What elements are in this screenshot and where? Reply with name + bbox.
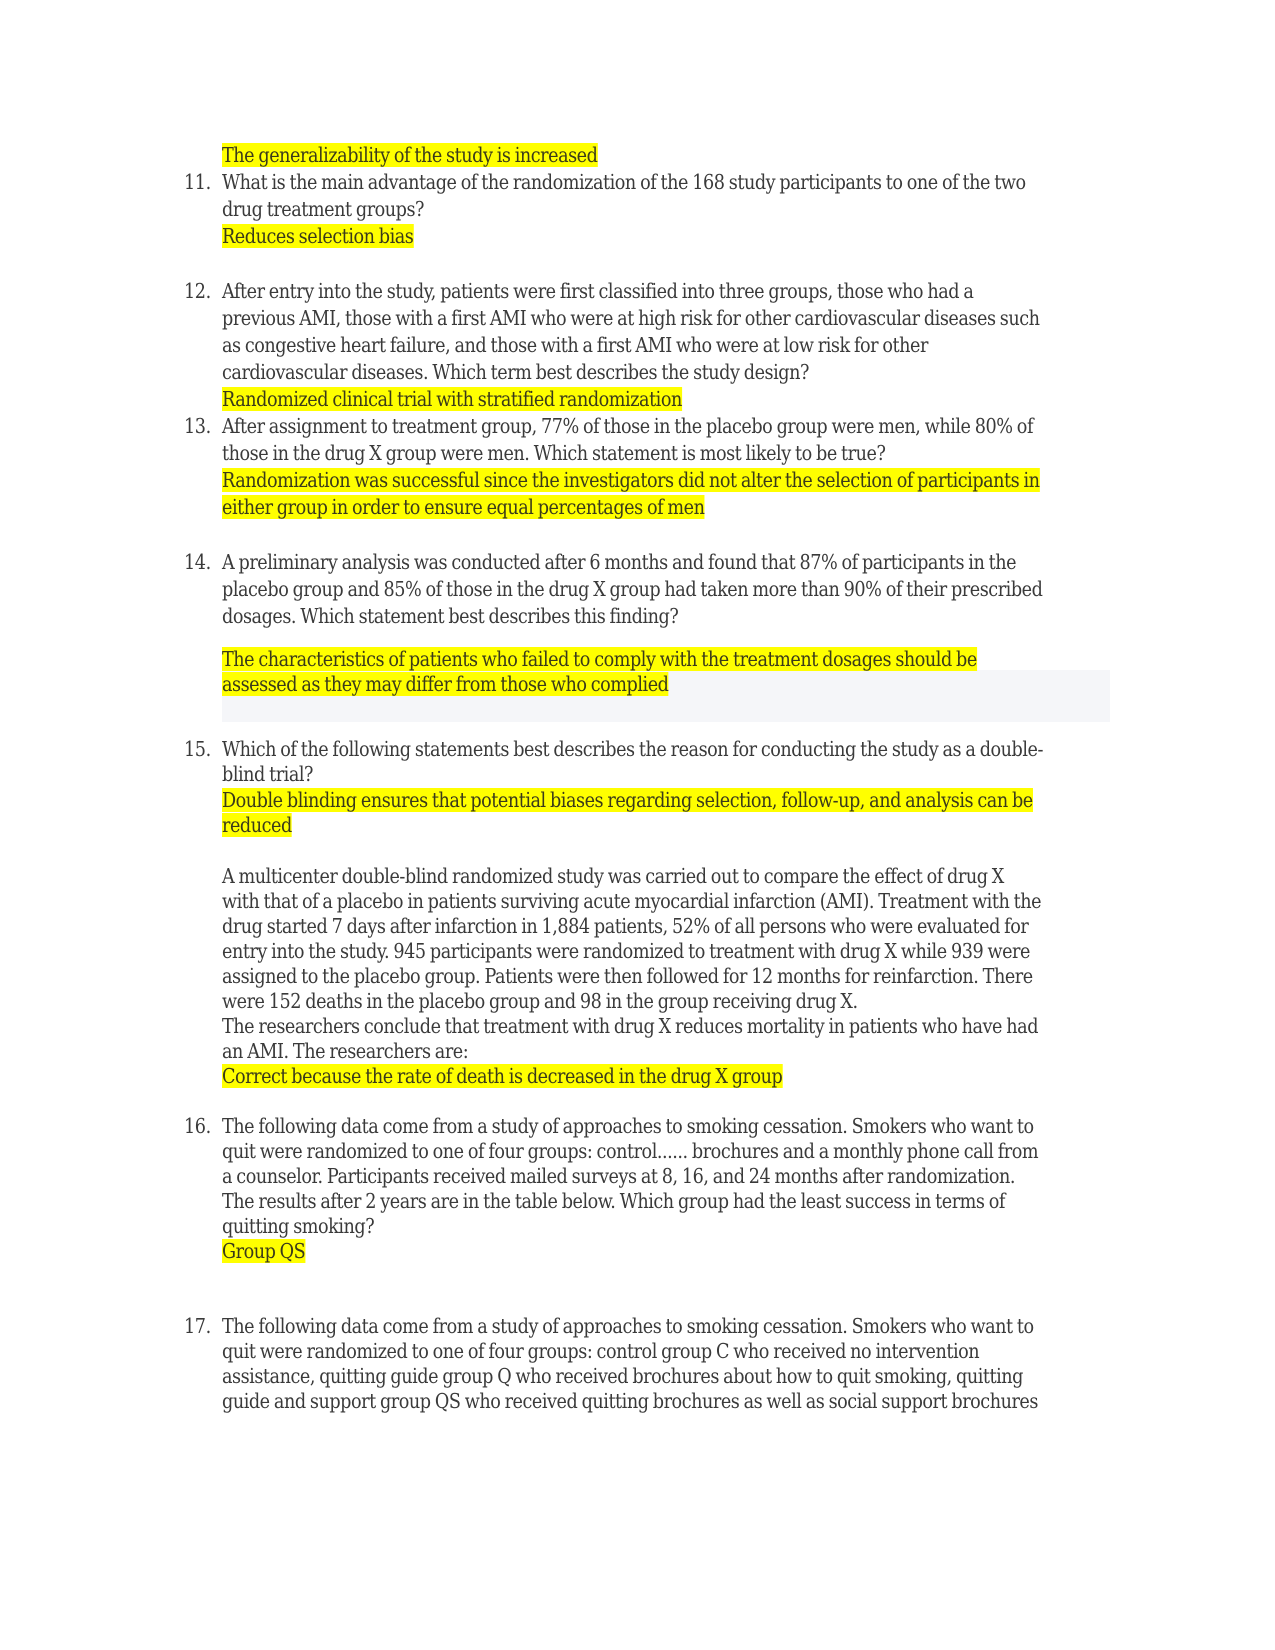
question-text: After assignment to treatment group, 77% of those in the placebo group were men, while 80% of: [222, 414, 1034, 438]
question-text: A preliminary analysis was conducted after 6 months and found that 87% of participants in the: [222, 550, 1017, 574]
answer-highlight: reduced: [222, 813, 292, 837]
question-text: cardiovascular diseases. Which term best describes the study design?: [222, 360, 809, 384]
answer-highlight: assessed as they may differ from those who complied: [222, 672, 669, 696]
answer-highlight: The generalizability of the study is increased: [222, 143, 598, 167]
question-text: quit were randomized to one of four groups: control...... brochures and a monthly phone call from: [222, 1139, 1039, 1163]
scenario-text: A multicenter double-blind randomized study was carried out to compare the effect of drug X: [222, 864, 1004, 888]
answer-highlight: The characteristics of patients who failed to comply with the treatment dosages should be: [222, 647, 977, 671]
answer-highlight: Correct because the rate of death is decreased in the drug X group: [222, 1064, 783, 1088]
scenario-text: assigned to the placebo group. Patients were then followed for 12 months for reinfarction. There: [222, 964, 1033, 988]
question-text: The following data come from a study of approaches to smoking cessation. Smokers who want to: [222, 1314, 1034, 1338]
question-text: quit were randomized to one of four groups: control group C who received no intervention: [222, 1339, 980, 1363]
question-text: After entry into the study, patients were first classified into three groups, those who had a: [222, 279, 974, 303]
question-number: 12.: [184, 279, 211, 303]
question-number: 13.: [184, 414, 211, 438]
question-text: previous AMI, those with a first AMI who were at high risk for other cardiovascular diseases such: [222, 306, 1040, 330]
answer-highlight: Randomized clinical trial with stratified randomization: [222, 387, 682, 411]
scenario-text: an AMI. The researchers are:: [222, 1039, 469, 1063]
answer-highlight: Reduces selection bias: [222, 224, 414, 248]
question-text: quitting smoking?: [222, 1214, 375, 1238]
question-text: those in the drug X group were men. Which statement is most likely to be true?: [222, 441, 886, 465]
scenario-text: drug started 7 days after infarction in 1,884 patients, 52% of all persons who were evaluated for: [222, 914, 1029, 938]
question-text: What is the main advantage of the randomization of the 168 study participants to one of the two: [222, 170, 1026, 194]
question-text: The following data come from a study of approaches to smoking cessation. Smokers who want to: [222, 1114, 1034, 1138]
answer-highlight: Group QS: [222, 1239, 306, 1263]
question-text: The results after 2 years are in the table below. Which group had the least success in terms of: [222, 1189, 1005, 1213]
scenario-text: entry into the study. 945 participants were randomized to treatment with drug X while 939 were: [222, 939, 1030, 963]
question-text: assistance, quitting guide group Q who received brochures about how to quit smoking, quitting: [222, 1364, 1023, 1388]
question-text: blind trial?: [222, 762, 314, 786]
answer-highlight: Randomization was successful since the investigators did not alter the selection of participants in: [222, 468, 1040, 492]
question-text: drug treatment groups?: [222, 197, 425, 221]
question-number: 11.: [184, 170, 211, 194]
question-number: 16.: [184, 1114, 211, 1138]
answer-highlight: either group in order to ensure equal percentages of men: [222, 495, 705, 519]
scenario-text: were 152 deaths in the placebo group and 98 in the group receiving drug X.: [222, 989, 858, 1013]
question-text: as congestive heart failure, and those with a first AMI who were at low risk for other: [222, 333, 928, 357]
answer-highlight: Double blinding ensures that potential biases regarding selection, follow-up, and analysis can be: [222, 788, 1033, 812]
question-number: 15.: [184, 737, 211, 761]
question-text: a counselor. Participants received mailed surveys at 8, 16, and 24 months after randomization.: [222, 1164, 1016, 1188]
question-number: 17.: [184, 1314, 211, 1338]
question-number: 14.: [184, 550, 211, 574]
scenario-text: with that of a placebo in patients surviving acute myocardial infarction (AMI). Treatment with the: [222, 889, 1042, 913]
question-text: Which of the following statements best describes the reason for conducting the study as a double-: [222, 737, 1043, 761]
question-text: guide and support group QS who received quitting brochures as well as social support brochures: [222, 1389, 1038, 1413]
question-text: dosages. Which statement best describes this finding?: [222, 604, 679, 628]
scenario-text: The researchers conclude that treatment with drug X reduces mortality in patients who have had: [222, 1014, 1039, 1038]
question-text: placebo group and 85% of those in the drug X group had taken more than 90% of their prescribed: [222, 577, 1043, 601]
